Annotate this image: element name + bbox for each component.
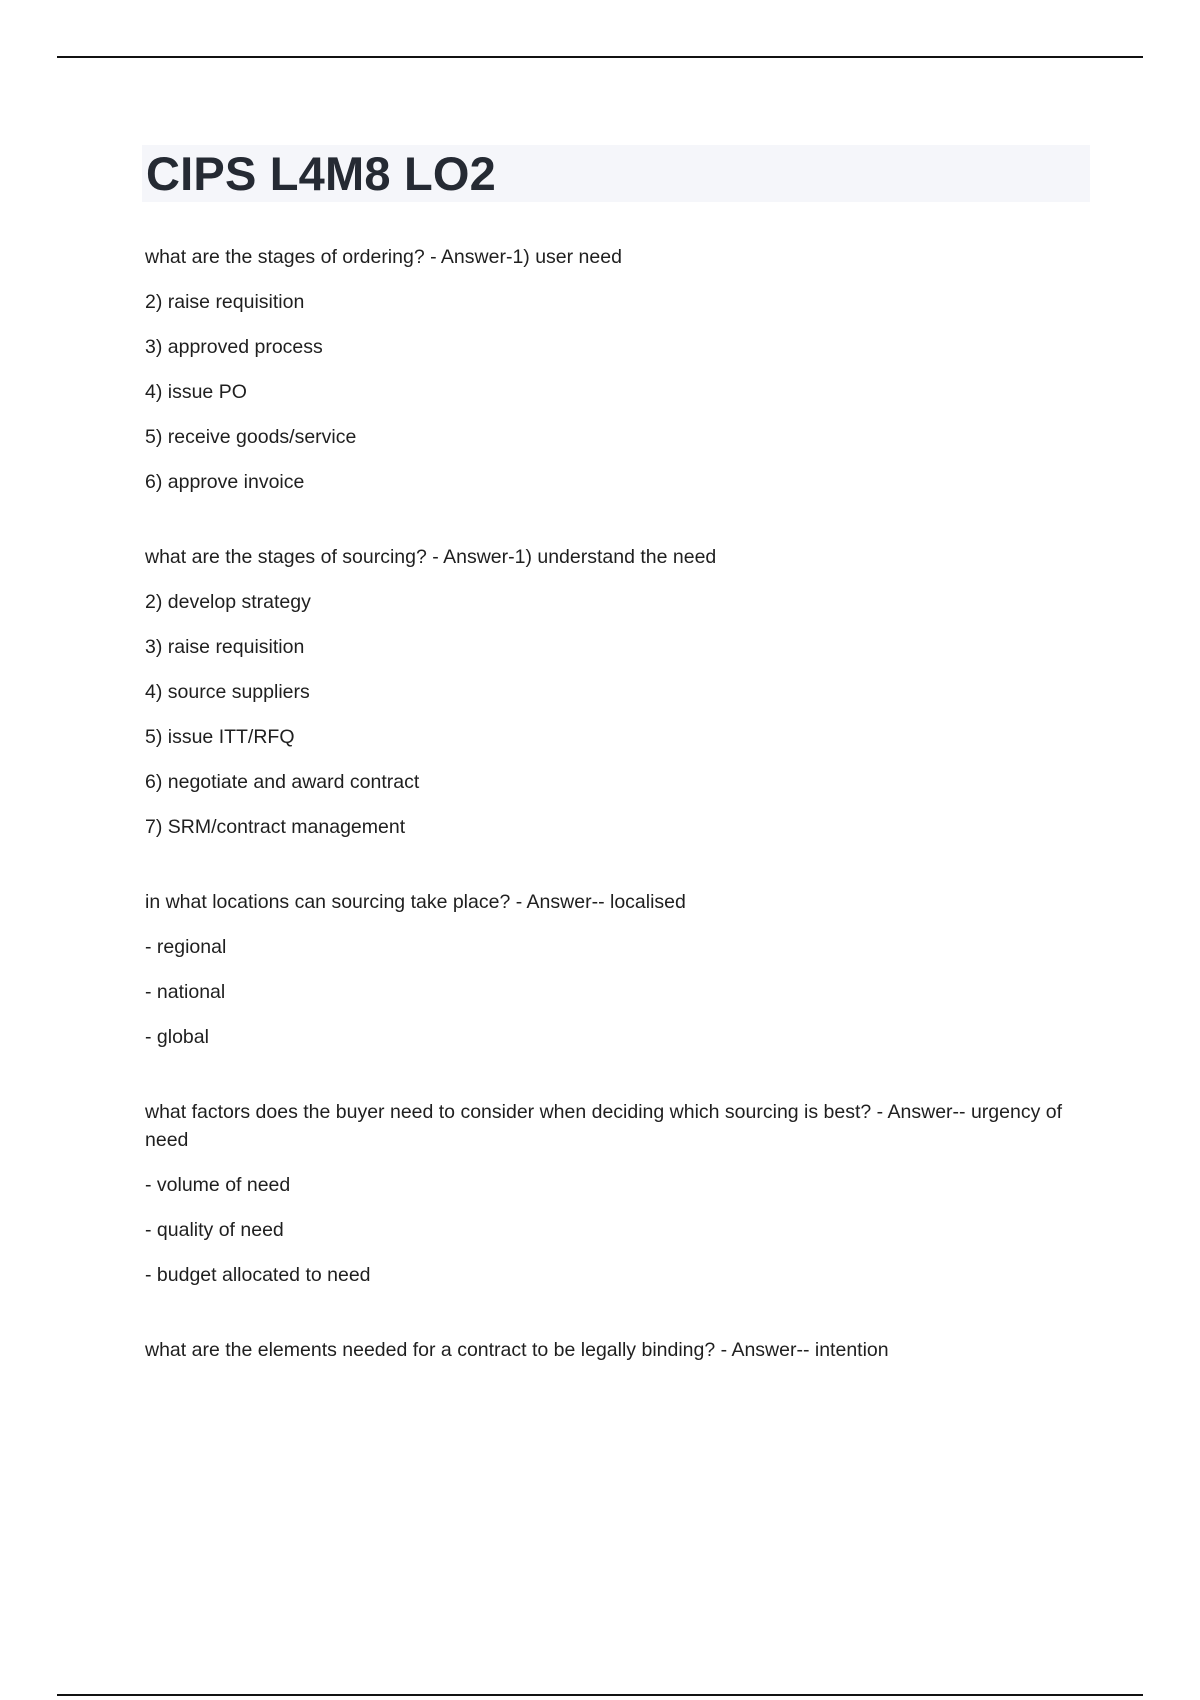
qa-block-contract-elements [145,1336,1090,1364]
qa-block-sourcing-factors [145,1098,1090,1289]
top-divider [57,56,1143,58]
qa-block-sourcing-stages [145,543,1090,841]
question-line: in what locations can sourcing take place? - Answer-- localised [145,891,686,913]
answer-line: 7) SRM/contract management [145,816,406,838]
answer-line: 6) negotiate and award contract [145,771,420,793]
answer-line: 2) develop strategy [145,591,311,613]
answer-line: 4) source suppliers [145,681,310,703]
question-line: what are the elements needed for a contract to be legally binding? - Answer-- intention [145,1339,889,1361]
answer-line: - national [145,981,226,1003]
qa-block-sourcing-locations [145,888,1090,1051]
page-title: CIPS L4M8 LO2 [146,147,496,200]
bottom-divider [57,1694,1143,1696]
qa-block-ordering-stages [145,243,1090,496]
question-line: what are the stages of sourcing? - Answer-1) understand the need [145,546,717,568]
answer-line: 5) receive goods/service [145,426,357,448]
question-line: what are the stages of ordering? - Answer-1) user need [145,246,622,268]
document-body [145,243,1090,1411]
answer-line: 6) approve invoice [145,471,305,493]
answer-line: 3) raise requisition [145,636,305,658]
answer-line: 4) issue PO [145,381,247,403]
question-line: what factors does the buyer need to consider when deciding which sourcing is best? - Answer-- urgency of need [145,1101,1062,1151]
answer-line: 5) issue ITT/RFQ [145,726,295,748]
answer-line: 3) approved process [145,336,323,358]
answer-line: - global [145,1026,209,1048]
answer-line: - budget allocated to need [145,1264,371,1286]
answer-line: - regional [145,936,227,958]
title-banner [142,145,1090,202]
answer-line: - quality of need [145,1219,284,1241]
answer-line: - volume of need [145,1174,291,1196]
answer-line: 2) raise requisition [145,291,305,313]
